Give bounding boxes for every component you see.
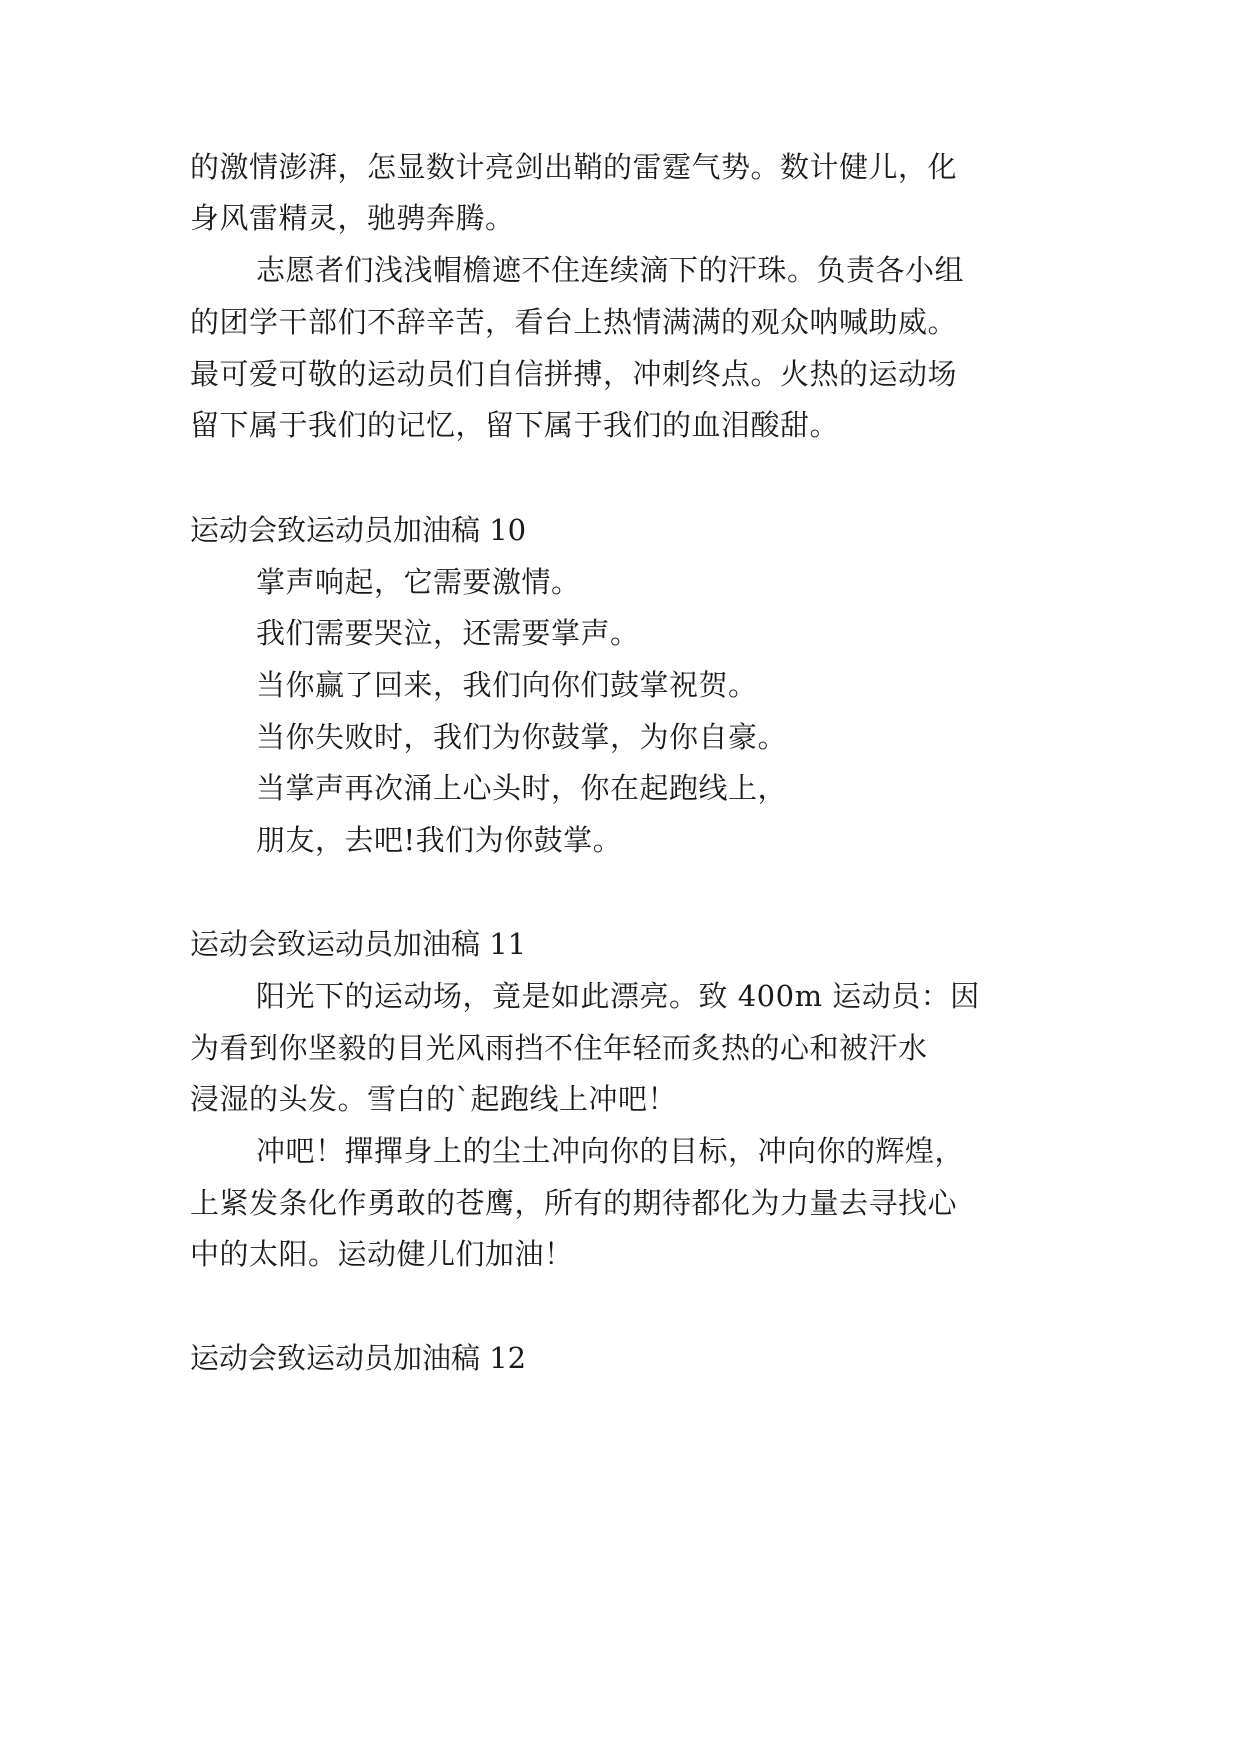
paragraph-line: 中的太阳。运动健儿们加油！ bbox=[190, 1237, 574, 1271]
paragraph-line: 当掌声再次涌上心头时，你在起跑线上， bbox=[256, 771, 788, 805]
paragraph-line: 最可爱可敬的运动员们自信拼搏，冲刺终点。火热的运动场 bbox=[190, 357, 958, 391]
paragraph-line: 朋友，去吧!我们为你鼓掌。 bbox=[256, 823, 623, 857]
section-heading: 运动会致运动员加油稿 10 bbox=[190, 513, 527, 547]
paragraph-line: 的团学干部们不辞辛苦，看台上热情满满的观众呐喊助威。 bbox=[190, 305, 958, 339]
paragraph-line: 我们需要哭泣，还需要掌声。 bbox=[256, 616, 640, 650]
paragraph-line: 掌声响起，它需要激情。 bbox=[256, 565, 581, 599]
paragraph-line: 为看到你坚毅的目光风雨挡不住年轻而炙热的心和被汗水 bbox=[190, 1031, 928, 1065]
paragraph-line: 上紧发条化作勇敢的苍鹰，所有的期待都化为力量去寻找心 bbox=[190, 1186, 958, 1220]
paragraph-line: 阳光下的运动场，竟是如此漂亮。致 400m 运动员：因 bbox=[256, 979, 980, 1013]
paragraph-line: 身风雷精灵，驰骋奔腾。 bbox=[190, 201, 515, 235]
section-heading: 运动会致运动员加油稿 11 bbox=[190, 927, 527, 961]
paragraph-line: 浸湿的头发。雪白的`起跑线上冲吧！ bbox=[190, 1082, 678, 1116]
section-heading: 运动会致运动员加油稿 12 bbox=[190, 1341, 527, 1375]
paragraph-line: 冲吧！撣撣身上的尘土冲向你的目标，冲向你的辉煌， bbox=[256, 1134, 965, 1168]
paragraph-line: 留下属于我们的记忆，留下属于我们的血泪酸甜。 bbox=[190, 408, 840, 442]
paragraph-line: 当你失败时，我们为你鼓掌，为你自豪。 bbox=[256, 720, 788, 754]
paragraph-line: 当你赢了回来，我们向你们鼓掌祝贺。 bbox=[256, 668, 758, 702]
paragraph-line: 的激情澎湃，怎显数计亮剑出鞘的雷霆气势。数计健儿，化 bbox=[190, 150, 958, 184]
paragraph-line: 志愿者们浅浅帽檐遮不住连续滴下的汗珠。负责各小组 bbox=[256, 253, 965, 287]
